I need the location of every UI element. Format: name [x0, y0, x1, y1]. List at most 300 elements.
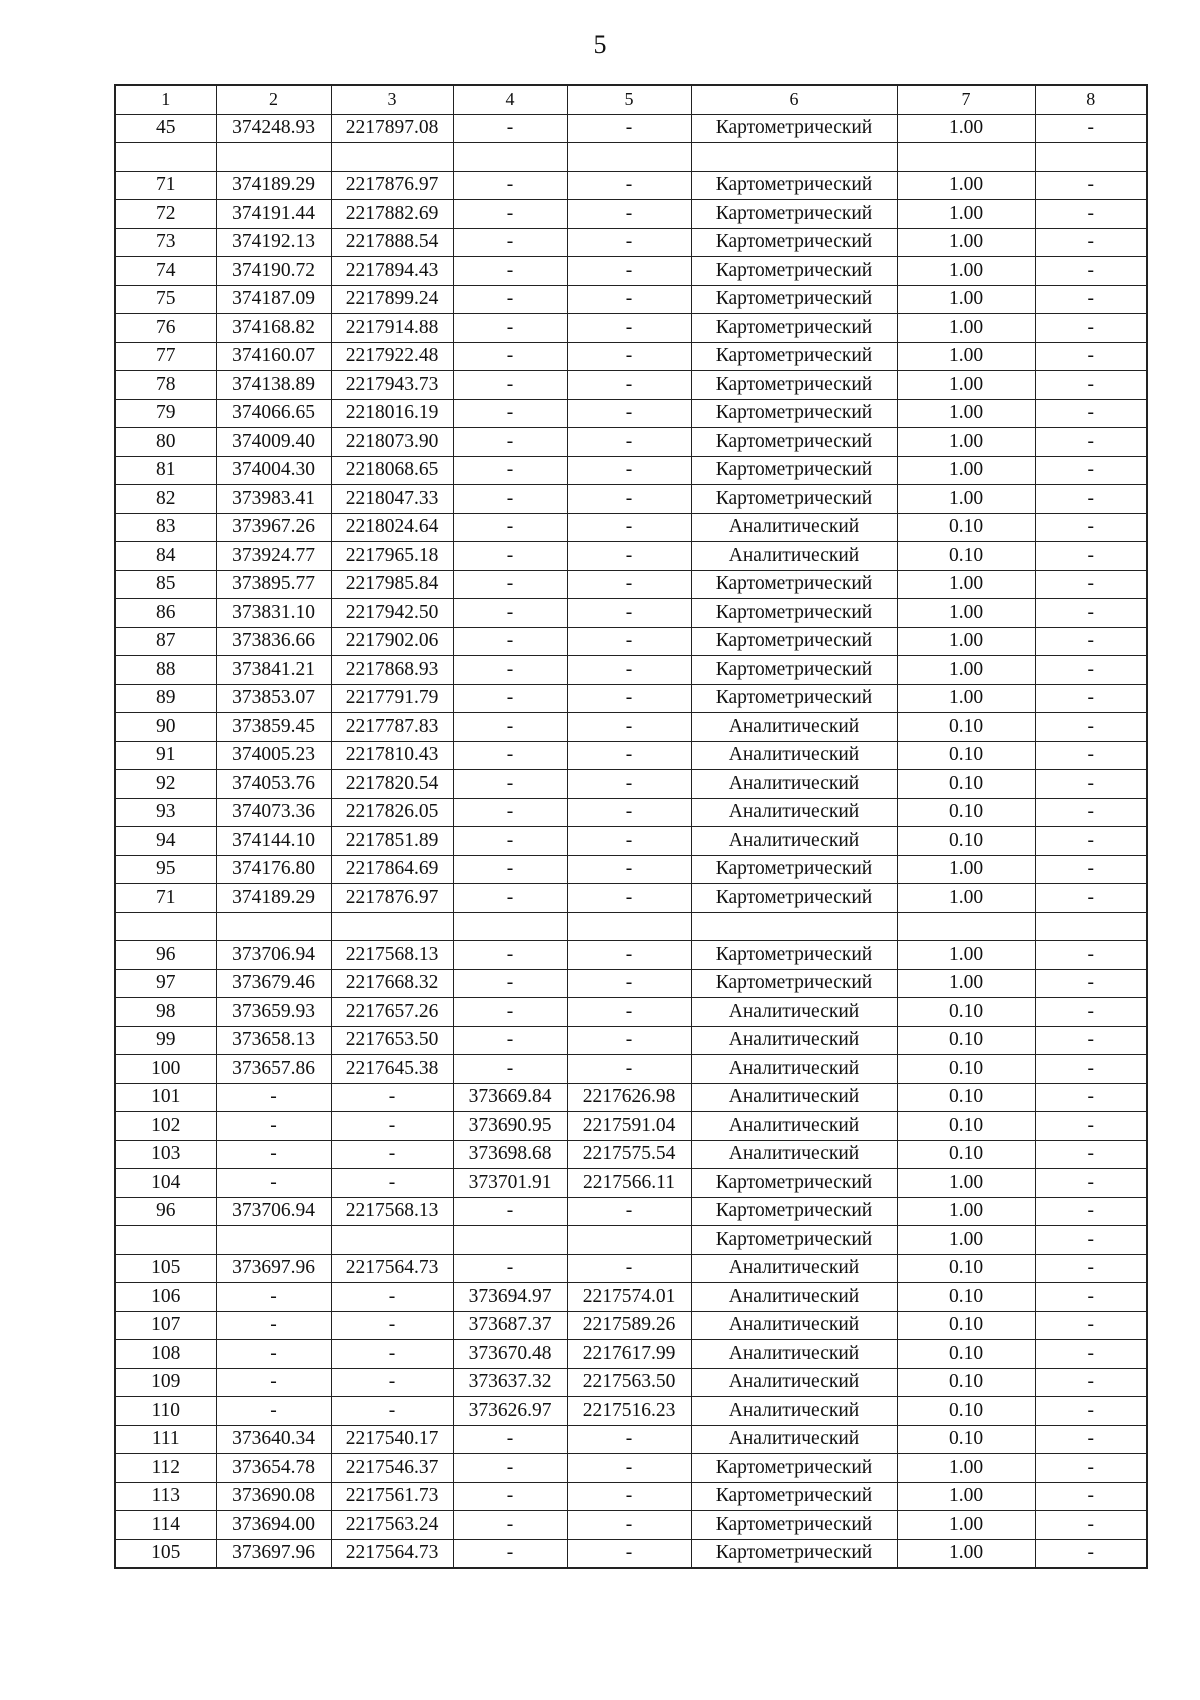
accuracy-cell: 1.00: [897, 314, 1035, 343]
method-cell: Картометрический: [691, 1511, 897, 1540]
y-coordinate-cell: 2217540.17: [331, 1425, 453, 1454]
x-new-coordinate-cell: 373698.68: [453, 1140, 567, 1169]
point-number-cell: 113: [115, 1482, 216, 1511]
y-coordinate-cell: 2217568.13: [331, 941, 453, 970]
method-cell: Картометрический: [691, 1169, 897, 1198]
y-new-coordinate-cell: -: [567, 513, 691, 542]
point-number-cell: [115, 1226, 216, 1255]
accuracy-cell: 0.10: [897, 1283, 1035, 1312]
table-row: [115, 228, 1147, 257]
y-new-coordinate-cell: -: [567, 228, 691, 257]
x-coordinate-cell: 373690.08: [216, 1482, 331, 1511]
method-cell: Картометрический: [691, 114, 897, 143]
x-coordinate-cell: 374144.10: [216, 827, 331, 856]
table-row: [115, 1197, 1147, 1226]
accuracy-cell: 0.10: [897, 1311, 1035, 1340]
point-number-cell: 89: [115, 684, 216, 713]
accuracy-cell: 1.00: [897, 1539, 1035, 1568]
point-number-cell: 109: [115, 1368, 216, 1397]
point-number-cell: [115, 912, 216, 941]
y-new-coordinate-cell: -: [567, 969, 691, 998]
description-cell: -: [1035, 1397, 1147, 1426]
x-new-coordinate-cell: -: [453, 570, 567, 599]
x-new-coordinate-cell: -: [453, 1026, 567, 1055]
description-cell: -: [1035, 1140, 1147, 1169]
y-new-coordinate-cell: -: [567, 741, 691, 770]
y-coordinate-cell: 2217787.83: [331, 713, 453, 742]
accuracy-cell: 0.10: [897, 1112, 1035, 1141]
y-coordinate-cell: 2217876.97: [331, 171, 453, 200]
accuracy-cell: 1.00: [897, 428, 1035, 457]
point-number-cell: 106: [115, 1283, 216, 1312]
method-cell: Аналитический: [691, 1368, 897, 1397]
description-cell: -: [1035, 884, 1147, 913]
accuracy-cell: 1.00: [897, 684, 1035, 713]
header-row: [115, 85, 1147, 114]
x-coordinate-cell: 373841.21: [216, 656, 331, 685]
x-coordinate-cell: 374168.82: [216, 314, 331, 343]
method-cell: Картометрический: [691, 1482, 897, 1511]
x-coordinate-cell: 373659.93: [216, 998, 331, 1027]
y-coordinate-cell: 2218016.19: [331, 399, 453, 428]
description-cell: -: [1035, 342, 1147, 371]
x-coordinate-cell: 374009.40: [216, 428, 331, 457]
method-cell: Аналитический: [691, 1055, 897, 1084]
y-coordinate-cell: -: [331, 1169, 453, 1198]
description-cell: -: [1035, 228, 1147, 257]
accuracy-cell: 0.10: [897, 770, 1035, 799]
x-coordinate-cell: 373853.07: [216, 684, 331, 713]
y-new-coordinate-cell: 2217566.11: [567, 1169, 691, 1198]
table-row: [115, 513, 1147, 542]
x-coordinate-cell: [216, 912, 331, 941]
x-new-coordinate-cell: 373670.48: [453, 1340, 567, 1369]
method-cell: [691, 912, 897, 941]
x-coordinate-cell: 374004.30: [216, 456, 331, 485]
accuracy-cell: 1.00: [897, 456, 1035, 485]
x-coordinate-cell: 373706.94: [216, 1197, 331, 1226]
column-header: 5: [567, 85, 691, 114]
x-new-coordinate-cell: -: [453, 1511, 567, 1540]
table-row: [115, 570, 1147, 599]
x-new-coordinate-cell: [453, 912, 567, 941]
accuracy-cell: 0.10: [897, 1254, 1035, 1283]
x-coordinate-cell: 373967.26: [216, 513, 331, 542]
method-cell: Аналитический: [691, 1112, 897, 1141]
description-cell: -: [1035, 200, 1147, 229]
x-new-coordinate-cell: -: [453, 1454, 567, 1483]
x-coordinate-cell: -: [216, 1340, 331, 1369]
description-cell: -: [1035, 969, 1147, 998]
y-new-coordinate-cell: -: [567, 1425, 691, 1454]
x-coordinate-cell: 373924.77: [216, 542, 331, 571]
y-coordinate-cell: 2217942.50: [331, 599, 453, 628]
point-number-cell: 85: [115, 570, 216, 599]
accuracy-cell: 1.00: [897, 1197, 1035, 1226]
method-cell: Картометрический: [691, 456, 897, 485]
table-header: [115, 85, 1147, 114]
x-new-coordinate-cell: -: [453, 713, 567, 742]
column-header: 2: [216, 85, 331, 114]
point-number-cell: 77: [115, 342, 216, 371]
y-new-coordinate-cell: -: [567, 1511, 691, 1540]
x-coordinate-cell: 374189.29: [216, 884, 331, 913]
y-new-coordinate-cell: -: [567, 798, 691, 827]
table-row: [115, 1397, 1147, 1426]
method-cell: Аналитический: [691, 1283, 897, 1312]
y-new-coordinate-cell: 2217516.23: [567, 1397, 691, 1426]
point-number-cell: 103: [115, 1140, 216, 1169]
x-new-coordinate-cell: -: [453, 884, 567, 913]
description-cell: -: [1035, 827, 1147, 856]
point-number-cell: 105: [115, 1539, 216, 1568]
table-row: [115, 684, 1147, 713]
accuracy-cell: 0.10: [897, 542, 1035, 571]
table-row: [115, 1539, 1147, 1568]
y-new-coordinate-cell: -: [567, 1197, 691, 1226]
x-new-coordinate-cell: [453, 143, 567, 172]
column-header: 1: [115, 85, 216, 114]
y-coordinate-cell: 2218024.64: [331, 513, 453, 542]
point-number-cell: 79: [115, 399, 216, 428]
x-coordinate-cell: -: [216, 1083, 331, 1112]
x-coordinate-cell: 373831.10: [216, 599, 331, 628]
table-row: [115, 485, 1147, 514]
accuracy-cell: 0.10: [897, 513, 1035, 542]
y-new-coordinate-cell: -: [567, 599, 691, 628]
point-number-cell: 104: [115, 1169, 216, 1198]
y-new-coordinate-cell: -: [567, 1482, 691, 1511]
accuracy-cell: [897, 912, 1035, 941]
x-new-coordinate-cell: -: [453, 798, 567, 827]
y-new-coordinate-cell: -: [567, 941, 691, 970]
y-new-coordinate-cell: 2217589.26: [567, 1311, 691, 1340]
x-new-coordinate-cell: -: [453, 513, 567, 542]
point-number-cell: 111: [115, 1425, 216, 1454]
method-cell: Картометрический: [691, 371, 897, 400]
x-coordinate-cell: 374073.36: [216, 798, 331, 827]
method-cell: Картометрический: [691, 656, 897, 685]
table-row: [115, 1254, 1147, 1283]
method-cell: Аналитический: [691, 513, 897, 542]
method-cell: Аналитический: [691, 713, 897, 742]
point-number-cell: 107: [115, 1311, 216, 1340]
method-cell: Картометрический: [691, 855, 897, 884]
y-coordinate-cell: 2217668.32: [331, 969, 453, 998]
point-number-cell: 102: [115, 1112, 216, 1141]
y-new-coordinate-cell: -: [567, 542, 691, 571]
y-new-coordinate-cell: [567, 1226, 691, 1255]
y-coordinate-cell: 2217810.43: [331, 741, 453, 770]
accuracy-cell: 0.10: [897, 713, 1035, 742]
point-number-cell: 84: [115, 542, 216, 571]
point-number-cell: 71: [115, 884, 216, 913]
table-row: [115, 1026, 1147, 1055]
table-row: [115, 371, 1147, 400]
description-cell: -: [1035, 513, 1147, 542]
method-cell: Картометрический: [691, 257, 897, 286]
description-cell: [1035, 912, 1147, 941]
method-cell: Картометрический: [691, 1539, 897, 1568]
y-new-coordinate-cell: -: [567, 884, 691, 913]
x-new-coordinate-cell: -: [453, 741, 567, 770]
description-cell: -: [1035, 570, 1147, 599]
x-new-coordinate-cell: 373701.91: [453, 1169, 567, 1198]
table-row: [115, 257, 1147, 286]
accuracy-cell: 0.10: [897, 1368, 1035, 1397]
y-coordinate-cell: -: [331, 1368, 453, 1397]
table-row: [115, 542, 1147, 571]
method-cell: Картометрический: [691, 684, 897, 713]
y-new-coordinate-cell: -: [567, 713, 691, 742]
accuracy-cell: 1.00: [897, 114, 1035, 143]
y-coordinate-cell: 2217851.89: [331, 827, 453, 856]
method-cell: Аналитический: [691, 1340, 897, 1369]
y-coordinate-cell: 2217864.69: [331, 855, 453, 884]
y-new-coordinate-cell: 2217617.99: [567, 1340, 691, 1369]
method-cell: Картометрический: [691, 171, 897, 200]
accuracy-cell: 0.10: [897, 1340, 1035, 1369]
method-cell: Картометрический: [691, 228, 897, 257]
y-new-coordinate-cell: [567, 912, 691, 941]
description-cell: [1035, 143, 1147, 172]
y-new-coordinate-cell: -: [567, 485, 691, 514]
accuracy-cell: 1.00: [897, 285, 1035, 314]
description-cell: -: [1035, 1311, 1147, 1340]
point-number-cell: 90: [115, 713, 216, 742]
description-cell: -: [1035, 599, 1147, 628]
point-number-cell: 110: [115, 1397, 216, 1426]
x-coordinate-cell: 374176.80: [216, 855, 331, 884]
x-new-coordinate-cell: -: [453, 627, 567, 656]
table-row: [115, 855, 1147, 884]
accuracy-cell: 1.00: [897, 855, 1035, 884]
x-new-coordinate-cell: -: [453, 599, 567, 628]
method-cell: Аналитический: [691, 1425, 897, 1454]
description-cell: -: [1035, 627, 1147, 656]
y-coordinate-cell: 2217791.79: [331, 684, 453, 713]
x-new-coordinate-cell: -: [453, 855, 567, 884]
method-cell: Картометрический: [691, 342, 897, 371]
y-coordinate-cell: 2217876.97: [331, 884, 453, 913]
table-row: [115, 1083, 1147, 1112]
method-cell: Картометрический: [691, 399, 897, 428]
x-new-coordinate-cell: 373690.95: [453, 1112, 567, 1141]
x-new-coordinate-cell: -: [453, 114, 567, 143]
y-new-coordinate-cell: -: [567, 770, 691, 799]
table-row: [115, 941, 1147, 970]
y-new-coordinate-cell: -: [567, 827, 691, 856]
table-row: [115, 1169, 1147, 1198]
description-cell: -: [1035, 1112, 1147, 1141]
y-new-coordinate-cell: -: [567, 200, 691, 229]
description-cell: -: [1035, 1026, 1147, 1055]
table-row: [115, 342, 1147, 371]
accuracy-cell: 0.10: [897, 827, 1035, 856]
method-cell: Картометрический: [691, 1454, 897, 1483]
method-cell: Картометрический: [691, 884, 897, 913]
x-coordinate-cell: -: [216, 1311, 331, 1340]
table-row: [115, 741, 1147, 770]
x-new-coordinate-cell: -: [453, 228, 567, 257]
description-cell: -: [1035, 770, 1147, 799]
point-number-cell: 45: [115, 114, 216, 143]
y-new-coordinate-cell: -: [567, 627, 691, 656]
y-coordinate-cell: 2217568.13: [331, 1197, 453, 1226]
table-row: [115, 713, 1147, 742]
description-cell: -: [1035, 1197, 1147, 1226]
x-new-coordinate-cell: -: [453, 171, 567, 200]
y-coordinate-cell: 2217561.73: [331, 1482, 453, 1511]
y-new-coordinate-cell: -: [567, 656, 691, 685]
description-cell: -: [1035, 1511, 1147, 1540]
y-new-coordinate-cell: 2217626.98: [567, 1083, 691, 1112]
x-coordinate-cell: 373859.45: [216, 713, 331, 742]
table-row: [115, 884, 1147, 913]
y-coordinate-cell: 2217985.84: [331, 570, 453, 599]
accuracy-cell: 0.10: [897, 1397, 1035, 1426]
y-coordinate-cell: 2217563.24: [331, 1511, 453, 1540]
x-coordinate-cell: 374005.23: [216, 741, 331, 770]
accuracy-cell: 1.00: [897, 884, 1035, 913]
y-coordinate-cell: 2217826.05: [331, 798, 453, 827]
accuracy-cell: 0.10: [897, 1055, 1035, 1084]
x-new-coordinate-cell: -: [453, 371, 567, 400]
y-new-coordinate-cell: -: [567, 114, 691, 143]
x-new-coordinate-cell: -: [453, 1254, 567, 1283]
description-cell: -: [1035, 1254, 1147, 1283]
description-cell: -: [1035, 314, 1147, 343]
accuracy-cell: 1.00: [897, 171, 1035, 200]
y-coordinate-cell: -: [331, 1311, 453, 1340]
y-coordinate-cell: [331, 1226, 453, 1255]
x-coordinate-cell: -: [216, 1368, 331, 1397]
x-new-coordinate-cell: 373694.97: [453, 1283, 567, 1312]
description-cell: -: [1035, 741, 1147, 770]
point-number-cell: 112: [115, 1454, 216, 1483]
table-row: [115, 200, 1147, 229]
method-cell: Картометрический: [691, 627, 897, 656]
table-row: [115, 969, 1147, 998]
table-row: [115, 1140, 1147, 1169]
description-cell: -: [1035, 1425, 1147, 1454]
x-coordinate-cell: -: [216, 1283, 331, 1312]
point-number-cell: 71: [115, 171, 216, 200]
y-coordinate-cell: 2217914.88: [331, 314, 453, 343]
description-cell: -: [1035, 542, 1147, 571]
x-new-coordinate-cell: -: [453, 257, 567, 286]
method-cell: Аналитический: [691, 1254, 897, 1283]
point-number-cell: 96: [115, 941, 216, 970]
method-cell: Картометрический: [691, 570, 897, 599]
x-new-coordinate-cell: -: [453, 1482, 567, 1511]
point-number-cell: 80: [115, 428, 216, 457]
x-coordinate-cell: 374192.13: [216, 228, 331, 257]
x-coordinate-cell: -: [216, 1169, 331, 1198]
description-cell: -: [1035, 1539, 1147, 1568]
x-new-coordinate-cell: 373637.32: [453, 1368, 567, 1397]
x-coordinate-cell: [216, 1226, 331, 1255]
y-coordinate-cell: 2218047.33: [331, 485, 453, 514]
accuracy-cell: 0.10: [897, 1026, 1035, 1055]
y-coordinate-cell: 2217882.69: [331, 200, 453, 229]
method-cell: Аналитический: [691, 770, 897, 799]
x-new-coordinate-cell: -: [453, 542, 567, 571]
method-cell: Аналитический: [691, 1026, 897, 1055]
column-header: 8: [1035, 85, 1147, 114]
y-new-coordinate-cell: -: [567, 428, 691, 457]
y-coordinate-cell: 2218068.65: [331, 456, 453, 485]
x-new-coordinate-cell: 373626.97: [453, 1397, 567, 1426]
point-number-cell: 82: [115, 485, 216, 514]
method-cell: Картометрический: [691, 1197, 897, 1226]
x-coordinate-cell: -: [216, 1112, 331, 1141]
y-coordinate-cell: 2217902.06: [331, 627, 453, 656]
point-number-cell: 98: [115, 998, 216, 1027]
method-cell: Картометрический: [691, 1226, 897, 1255]
accuracy-cell: 1.00: [897, 1169, 1035, 1198]
x-coordinate-cell: 374191.44: [216, 200, 331, 229]
y-coordinate-cell: 2217645.38: [331, 1055, 453, 1084]
table-row: [115, 314, 1147, 343]
description-cell: -: [1035, 1368, 1147, 1397]
accuracy-cell: 0.10: [897, 1425, 1035, 1454]
method-cell: Картометрический: [691, 428, 897, 457]
point-number-cell: 76: [115, 314, 216, 343]
x-coordinate-cell: 374187.09: [216, 285, 331, 314]
point-number-cell: 72: [115, 200, 216, 229]
accuracy-cell: 1.00: [897, 570, 1035, 599]
x-coordinate-cell: -: [216, 1140, 331, 1169]
x-coordinate-cell: 374053.76: [216, 770, 331, 799]
y-coordinate-cell: 2217965.18: [331, 542, 453, 571]
description-cell: -: [1035, 1340, 1147, 1369]
x-new-coordinate-cell: -: [453, 1197, 567, 1226]
table-row: [115, 798, 1147, 827]
point-number-cell: 94: [115, 827, 216, 856]
y-new-coordinate-cell: 2217574.01: [567, 1283, 691, 1312]
method-cell: Аналитический: [691, 1311, 897, 1340]
method-cell: Картометрический: [691, 599, 897, 628]
y-coordinate-cell: -: [331, 1083, 453, 1112]
table-row: [115, 1112, 1147, 1141]
y-coordinate-cell: 2217899.24: [331, 285, 453, 314]
accuracy-cell: 1.00: [897, 371, 1035, 400]
accuracy-cell: 0.10: [897, 741, 1035, 770]
y-new-coordinate-cell: -: [567, 1454, 691, 1483]
table-row: [115, 428, 1147, 457]
accuracy-cell: 0.10: [897, 998, 1035, 1027]
y-new-coordinate-cell: -: [567, 998, 691, 1027]
point-number-cell: 101: [115, 1083, 216, 1112]
method-cell: Аналитический: [691, 1397, 897, 1426]
accuracy-cell: 1.00: [897, 342, 1035, 371]
x-new-coordinate-cell: -: [453, 285, 567, 314]
x-new-coordinate-cell: -: [453, 969, 567, 998]
table-row: [115, 456, 1147, 485]
description-cell: -: [1035, 257, 1147, 286]
method-cell: Картометрический: [691, 969, 897, 998]
accuracy-cell: 1.00: [897, 485, 1035, 514]
y-new-coordinate-cell: -: [567, 1254, 691, 1283]
description-cell: -: [1035, 656, 1147, 685]
table-row: [115, 656, 1147, 685]
description-cell: -: [1035, 1283, 1147, 1312]
description-cell: -: [1035, 1454, 1147, 1483]
table-row: [115, 171, 1147, 200]
description-cell: -: [1035, 485, 1147, 514]
table-row: [115, 627, 1147, 656]
